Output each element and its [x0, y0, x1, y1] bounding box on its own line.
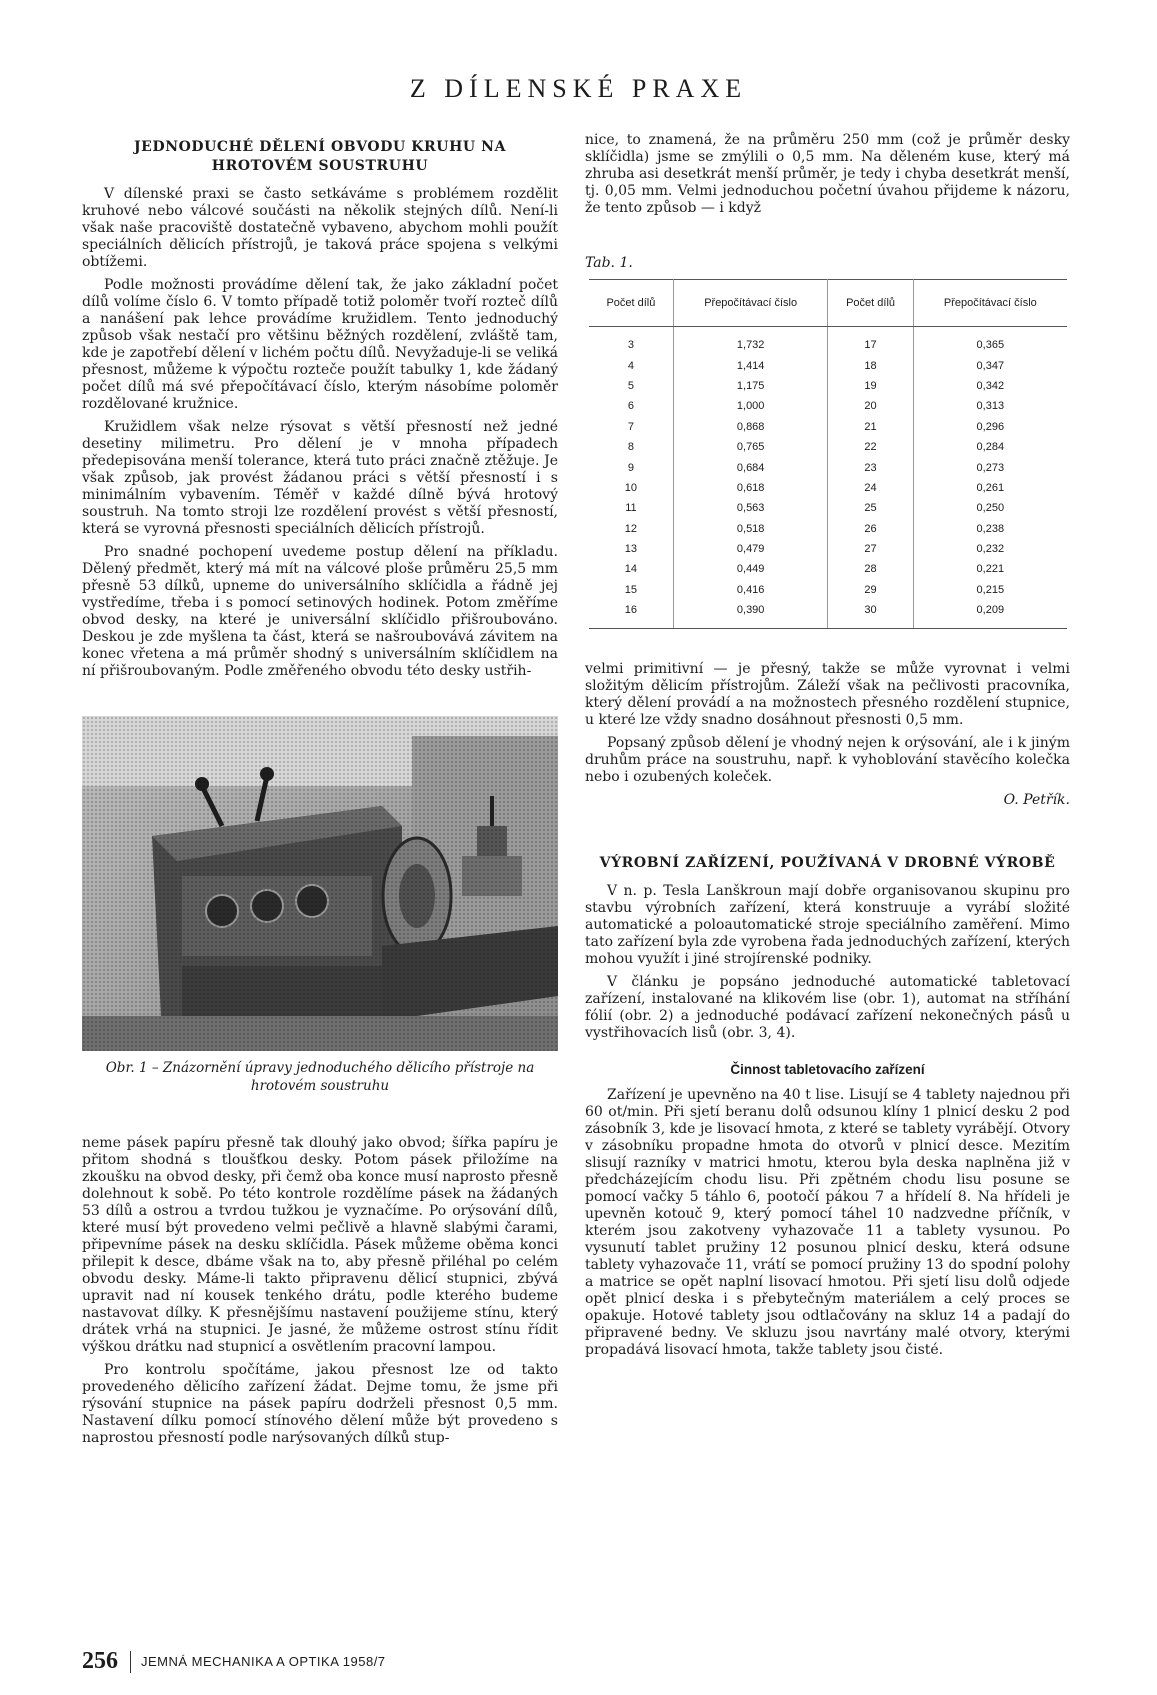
right-column: [585, 132, 1070, 1359]
table-cell: 14: [589, 559, 673, 579]
table-cell: 13: [589, 539, 673, 559]
table-row: [589, 417, 1067, 437]
table-cell: 0,765: [673, 437, 828, 457]
subheading: Činnost tabletovacího zařízení: [730, 1062, 925, 1078]
table-cell: 0,232: [976, 543, 1005, 556]
article-closing: [585, 661, 1070, 808]
table-cell: 1,732: [673, 327, 828, 356]
paragraph: neme pásek papíru přesně tak dlouhý jako obvod; šířka papíru je přitom shodná s tloušťkou desky. Potom pásek přiložíme na zkoušku na obvod desky, při čemž oba konce musí naprosto přesně dolehnout k sobě. Po této kontrole rozdělíme pásek na žádaných 53 dílů a ostrou a tvrdou tužkou je vyznačíme. Po orýsování dílů, které musí být provedeno velmi pečlivě a hlavně slabými čarami, připevníme pásek na desku sklíčidla. Pásek můžeme oběma konci přilepit k desce, dbáme však na to, aby přesně přiléhal po celém obvodu desky. Máme-li takto připravenu dělicí stupnici, zbývá upravit nad ní kousek tenkého drátu, podle kterého budeme nastavovat dílky. K přesnějšímu nastavení použijeme stínu, který drátek vrhá na stupnici. Je jasné, že můžeme ostrost stínu řídit výškou drátku nad stupnicí a osvětlením pracovní lampou.: [82, 1135, 558, 1355]
continuation-paragraph: nice, to znamená, že na průměru 250 mm (což je průměr desky sklíčidla) jsme se zmýlili o 0,5 mm. Na děleném kuse, který má zhruba asi desetkrát menší průměr, je tedy i chyba desetkrát menší, tj. 0,05 mm. Velmi jednoduchou početní úvahou přijdeme k názoru, že tento způsob — i když: [585, 132, 1070, 216]
figure-lathe: [82, 716, 558, 1095]
page-number: 256: [82, 1648, 118, 1674]
author-signature: O. Petřík.: [1003, 792, 1070, 809]
table-row: [589, 457, 1067, 477]
table-cell: 0,221: [976, 563, 1005, 576]
table-cell: 27: [828, 539, 913, 559]
table-cell: 11: [589, 498, 673, 518]
page-title: Z DÍLENSKÉ PRAXE: [409, 74, 748, 103]
paragraph: V dílenské praxi se často setkáváme s problémem rozdělit kruhové nebo válcové součásti na několik stejných dílů. Není-li však naše pracoviště dostatečně vybaveno, abychom mohli použít speciálních dělicích přístrojů, je taková práce spojena s velkými obtížemi.: [82, 186, 558, 270]
table-cell: 9: [589, 457, 673, 477]
table-cell: 0,347: [976, 359, 1005, 372]
table-cell: 0,313: [976, 400, 1005, 413]
table-cell: 0,390: [673, 600, 828, 629]
table-row: [589, 327, 1067, 356]
table-row: [589, 376, 1067, 396]
table-cell: 10: [589, 478, 673, 498]
table-row: [589, 559, 1067, 579]
paragraph: Popsaný způsob dělení je vhodný nejen k orýsování, ale i k jiným druhům práce na soustruhu, např. k vyhoblování stavěcího kolečka nebo i ozubených koleček.: [585, 735, 1070, 786]
table-cell: 0,563: [673, 498, 828, 518]
table-cell: 26: [828, 519, 913, 539]
table-cell: 4: [589, 355, 673, 375]
table-cell: 12: [589, 519, 673, 539]
footer-divider: [130, 1651, 131, 1673]
paragraph: Pro kontrolu spočítáme, jakou přesnost lze od takto provedeného dělicího zařízení žádat. Dejme tomu, že jsme při rýsování stupnice na pásek papíru dodrželi přesnost 0,5 mm. Nastavení dílku pomocí stínového dělení může být provedeno s naprostou přesností podle narýsovaných dílků stup-: [82, 1362, 558, 1446]
table-cell: 0,261: [976, 481, 1005, 494]
table-cell: 1,175: [673, 376, 828, 396]
table-cell: 0,238: [976, 522, 1005, 535]
table-cell: 0,518: [673, 519, 828, 539]
table-cell: 18: [828, 355, 913, 375]
table-cell: 29: [828, 580, 913, 600]
table-cell: 22: [828, 437, 913, 457]
table-cell: 16: [589, 600, 673, 629]
journal-name: JEMNÁ MECHANIKA A OPTIKA 1958/7: [141, 1654, 386, 1669]
table-cell: 0,273: [976, 461, 1005, 474]
table-cell: 19: [828, 376, 913, 396]
table-cell: 6: [589, 396, 673, 416]
table-cell: 21: [828, 417, 913, 437]
table-cell: 24: [828, 478, 913, 498]
table-row: [589, 355, 1067, 375]
table-row: [589, 396, 1067, 416]
table-cell: 0,250: [976, 502, 1005, 515]
table-header: Přepočítávací číslo: [913, 280, 1067, 327]
article-body-before-figure: [82, 186, 558, 680]
paragraph: Kružidlem však nelze rýsovat s větší přesností než jedné desetiny milimetru. Pro dělení je v mnoha případech předepisována menší tolerance, která tuto práci značně ztěžuje. Je však způsob, jak provést žádanou práci s větší přesností i s minimálním vybavením. Téměř v každé dílně bývá hrotový soustruh. Na tomto stroji lze rozdělení provést s větší přesností, která se vyrovná přesnosti speciálních dělicích přístrojů.: [82, 419, 558, 537]
lathe-photo: [82, 716, 558, 1051]
paragraph: Zařízení je upevněno na 40 t lise. Lisují se 4 tablety najednou při 60 ot/min. Při sjetí beranu dolů odsunou klíny 1 plnicí desku 2 pod zásobník 3, kde je lisovací hmota, z které se tablety vyrábějí. Otvory v zásobníku propadne hmota do otvorů v plnicí desce. Mezitím slisují razníky v matrici hmotu, kterou byla deska naplněna již v předcházejícím chodu lisu. Při zpětném chodu lisu posune se pomocí vačky 5 táhlo 6, pootočí pákou 7 a hřídelí 8. Na hřídeli je upevněn kotouč 9, který pomocí táhel 10 nadzvedne příčník, v kterém jsou zakotveny vyhazovače 11 a tablety vysunou. Po vysunutí tablet pružiny 12 posunou plnicí desku, která odsune tablety vyhazovače 11, vrátí se pomocí pružiny 13 do spodní polohy a matrice se opět naplní lisovací hmotou. Při sjetí lisu dolů odjede opět plnicí deska i s přebytečným materiálem a celý proces se opakuje. Hotové tablety jsou odtlačovány na skluz 14 a padají do připravené bedny. Ve skluzu jsou navrtány malé otvory, kterými propadává lisovací hmota, takže tablety jsou čisté.: [585, 1087, 1070, 1359]
paragraph: V n. p. Tesla Lanškroun mají dobře organisovanou skupinu pro stavbu výrobních zařízení, která konstruuje a vyrábí složité automatické a poloautomatické stroje speciálního zaměření. Mimo tato zařízení byla zde vyrobena řada jednoduchých zařízení, kterých mohou využít i jiné strojírenské podniky.: [585, 883, 1070, 968]
table-cell: 23: [828, 457, 913, 477]
article2-body: [585, 883, 1070, 1042]
table-row: [589, 539, 1067, 559]
article-body-after-figure: [82, 1135, 558, 1447]
table-header: Přepočítávací číslo: [673, 280, 828, 327]
table-cell: 1,000: [673, 396, 828, 416]
table-cell: 20: [828, 396, 913, 416]
table-cell: 5: [589, 376, 673, 396]
table-header: Počet dílů: [589, 280, 673, 327]
table-row: [589, 580, 1067, 600]
left-column: [82, 132, 558, 1447]
paragraph: velmi primitivní — je přesný, takže se může vyrovnat i velmi složitým dělicím přístrojům. Záleží však na pečlivosti pracovníka, který dělení provádí a na možnostech přesného rozdělení stupnice, u které lze vždy snadno dosáhnout přesnosti 0,5 mm.: [585, 661, 1070, 729]
table-cell: 0,284: [976, 441, 1005, 454]
table-label: Tab. 1.: [585, 255, 633, 271]
table-cell: 7: [589, 417, 673, 437]
table-cell: 8: [589, 437, 673, 457]
table-cell: 17: [828, 327, 913, 356]
figure-caption: Obr. 1 – Znázornění úpravy jednoduchého dělicího přístroje na hrotovém soustruhu: [105, 1060, 535, 1094]
page-footer: [82, 1648, 386, 1675]
table-cell: 0,449: [673, 559, 828, 579]
table-body: [589, 327, 1067, 629]
paragraph: Podle možnosti provádíme dělení tak, že jako základní počet dílů volíme číslo 6. V tomto případě totiž poloměr tvoří rozteč dílů a nanášení pak lehce provádíme kružidlem. Tento jednoduchý způsob však nestačí pro většinu běžných rozdělení, zvláště tam, kde je zapotřebí dělení v lichém počtu dílů. Nevyžaduje-li se veliká přesnost, můžeme k výpočtu rozteče použít tabulky 1, kde žádaný počet dílů má své přepočítávací číslo, kterým násobíme poloměr rozdělované kružnice.: [82, 277, 558, 412]
table-cell: 0,618: [673, 478, 828, 498]
table-cell: 0,479: [673, 539, 828, 559]
table-cell: 0,215: [976, 583, 1005, 596]
table-cell: 0,684: [673, 457, 828, 477]
table-cell: 0,365: [976, 339, 1005, 352]
article2-title: VÝROBNÍ ZAŘÍZENÍ, POUŽÍVANÁ V DROBNÉ VÝROBĚ: [599, 855, 1056, 872]
article-title: JEDNODUCHÉ DĚLENÍ OBVODU KRUHU NA HROTOVÉM SOUSTRUHU: [133, 139, 507, 174]
table-cell: 1,414: [673, 355, 828, 375]
table-row: [589, 600, 1067, 629]
table-cell: 0,342: [976, 379, 1005, 392]
paragraph: Pro snadné pochopení uvedeme postup dělení na příkladu. Dělený předmět, který má mít na válcové ploše průměru 25,5 mm přesně 53 dílků, upneme do universálního sklíčidla a řádně jej vystředíme, třeba i s pomocí setinových hodinek. Potom změříme obvod desky, na které je universální sklíčidlo přišroubováno. Deskou je zde myšlena ta část, která se našroubovává závitem na konec vřetena a má průměr shodný s universálním sklíčidlem na ní přišroubovaným. Podle změřeného obvodu této desky ustřih-: [82, 544, 558, 679]
table-cell: 0,868: [673, 417, 828, 437]
table-cell: 15: [589, 580, 673, 600]
conversion-table: [589, 279, 1067, 629]
table-cell: 0,296: [976, 420, 1005, 433]
table-row: [589, 498, 1067, 518]
table-row: [589, 478, 1067, 498]
table-header: Počet dílů: [828, 280, 913, 327]
paragraph: V článku je popsáno jednoduché automatické tabletovací zařízení, instalované na klikovém lise (obr. 1), automat na stříhání fólií (obr. 2) a jednoduché podávací zařízení nekonečných pásů u vystřihovacích lisů (obr. 3, 4).: [585, 974, 1070, 1042]
table-cell: 3: [589, 327, 673, 356]
table-cell: 28: [828, 559, 913, 579]
table-cell: 30: [828, 600, 913, 629]
table-cell: 0,209: [913, 600, 1067, 629]
table-cell: 25: [828, 498, 913, 518]
table-cell: 0,416: [673, 580, 828, 600]
table-header-row: [589, 280, 1067, 327]
table-row: [589, 519, 1067, 539]
table-row: [589, 437, 1067, 457]
